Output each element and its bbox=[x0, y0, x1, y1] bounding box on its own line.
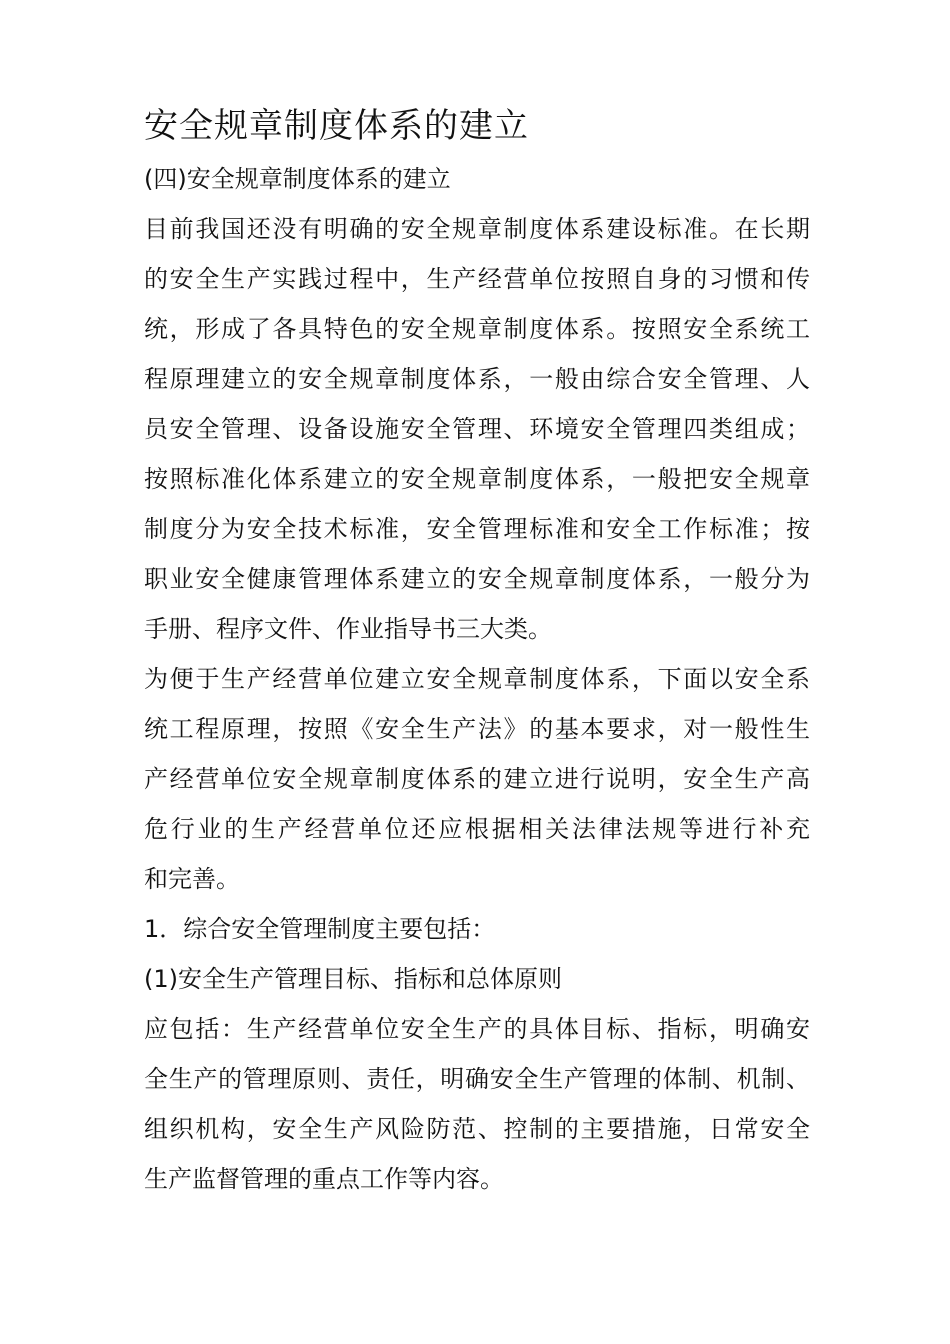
document-body bbox=[144, 154, 810, 1204]
paragraph-line: 员安全管理、设备设施安全管理、环境安全管理四类组成； bbox=[144, 415, 810, 443]
paragraph-line: 为便于生产经营单位建立安全规章制度体系，下面以安全系 bbox=[144, 665, 810, 693]
paragraph-objectives bbox=[144, 1004, 810, 1204]
paragraph-line: 产经营单位安全规章制度体系的建立进行说明，安全生产高 bbox=[144, 765, 810, 793]
paragraph-line: 按照标准化体系建立的安全规章制度体系，一般把安全规章 bbox=[144, 465, 810, 493]
document-title: 安全规章制度体系的建立 bbox=[144, 106, 529, 146]
paragraph-line: 应包括：生产经营单位安全生产的具体目标、指标，明确安 bbox=[144, 1015, 810, 1043]
paragraph-line: 全生产的管理原则、责任，明确安全生产管理的体制、机制、 bbox=[144, 1065, 810, 1093]
paragraph-line: 危行业的生产经营单位还应根据相关法律法规等进行补充 bbox=[144, 815, 810, 843]
item-heading: 1．综合安全管理制度主要包括： bbox=[144, 915, 496, 943]
paragraph-line: 统工程原理，按照《安全生产法》的基本要求，对一般性生 bbox=[144, 715, 810, 743]
paragraph-line: 程原理建立的安全规章制度体系，一般由综合安全管理、人 bbox=[144, 365, 810, 393]
section-heading: (四)安全规章制度体系的建立 bbox=[144, 165, 451, 193]
paragraph-line: 职业安全健康管理体系建立的安全规章制度体系，一般分为 bbox=[144, 565, 810, 593]
paragraph-line: 和完善。 bbox=[144, 865, 240, 893]
subitem-heading: (1)安全生产管理目标、指标和总体原则 bbox=[144, 965, 562, 993]
paragraph-standards bbox=[144, 204, 810, 654]
paragraph-line: 制度分为安全技术标准，安全管理标准和安全工作标准；按 bbox=[144, 515, 810, 543]
paragraph-line: 组织机构，安全生产风险防范、控制的主要措施，日常安全 bbox=[144, 1115, 810, 1143]
paragraph-line: 生产监督管理的重点工作等内容。 bbox=[144, 1165, 504, 1193]
paragraph-line: 的安全生产实践过程中，生产经营单位按照自身的习惯和传 bbox=[144, 265, 810, 293]
paragraph-line: 统，形成了各具特色的安全规章制度体系。按照安全系统工 bbox=[144, 315, 810, 343]
paragraph-line: 手册、程序文件、作业指导书三大类。 bbox=[144, 615, 552, 643]
document-page bbox=[144, 98, 810, 1204]
paragraph-explanation bbox=[144, 654, 810, 904]
paragraph-line: 目前我国还没有明确的安全规章制度体系建设标准。在长期 bbox=[144, 215, 810, 243]
